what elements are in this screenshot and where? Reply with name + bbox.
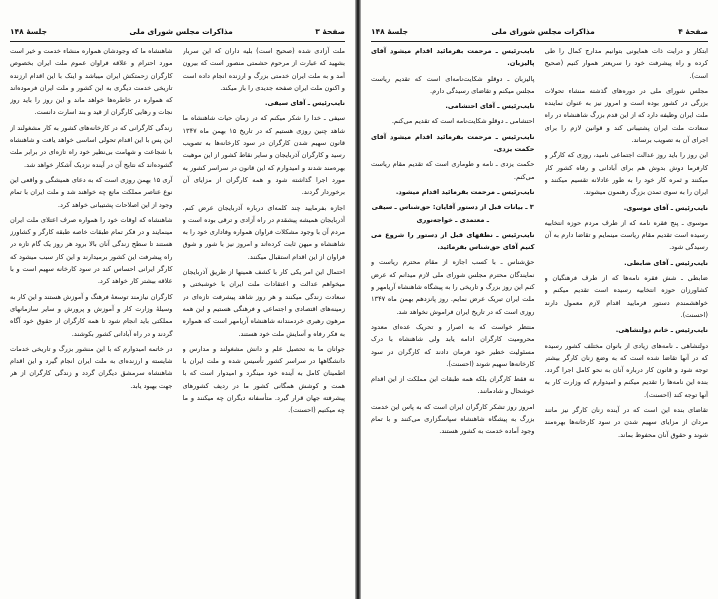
page-number: صفحهٔ ۴	[678, 27, 708, 36]
left-page-columns	[10, 45, 345, 593]
paragraph: منتظر خواست که به اصرار و تحریک عده‌ای معدود محرومیت کارگران ادامه یابد ولی شاهنشاه با درک مسئولیت خطیر خود فرمان دادند که کارگران در سود کارخانه‌ها سهیم شوند (احسنت).	[371, 322, 535, 368]
left-page-header	[10, 27, 345, 42]
paragraph: سیفی ـ خدا را شکر میکنم که در زمان حیات شاهنشاه ما شاهد چنین روزی هستیم که در تاریخ ۱۵ بهمن ماه ۱۳۴۷ قانون سهیم شدن کارگران در سود کارخانه‌ها به تصویب رسید و کارگران آذربایجان و سایر نقاط کشور از این موهبت بهره‌مند شدند و امیدوارم که این قانون در سراسر کشور به مورد اجرا گذاشته شود و همه کارگران از مزایای آن برخوردار گردند.	[182, 114, 345, 197]
paragraph: مجلس شورای ملی در دوره‌های گذشته منشاء تحولات بزرگی در کشور بوده است و امروز نیز به عنوان نماینده ملت ایران وظیفه دارد که از این قدم بزرگ شاهنشاه در راه سعادت ملت ایران پشتیبانی کند و قوانین لازم را برای اجرای آن به تصویب برساند.	[544, 86, 708, 145]
paragraph: آری ۱۵ بهمن روزی است که به دعای همیشگی و واقعی این نوع عناصر مملکت مانع چه خواهند شد و ملت ایران با تمام وجود از این اصلاحات پشتیبانی خواهد کرد.	[10, 175, 173, 209]
paragraph: اجازه بفرمایید چند کلمه‌ای درباره آذربایجان عرض کنم. آذربایجان همیشه پیشقدم در راه آزادی و ترقی بوده است و مردم آن با وجود مشکلات فراوان همواره وفاداری خود را به شاهنشاه و میهن ثابت کرده‌اند و امروز نیز با شور و شوق فراوان از این اقدام استقبال میکنند.	[182, 203, 345, 261]
text-column	[545, 45, 709, 593]
right-page-header	[371, 27, 708, 42]
paragraph: پالیزبان ـ دوقلو شکایت‌نامه‌ای است که تقدیم ریاست مجلس میکنم و تقاضای رسیدگی دارم.	[371, 74, 535, 95]
session-number: جلسهٔ ۱۴۸	[10, 27, 47, 36]
paragraph: دولتشاهی ـ نامه‌های زیادی از بانوان مختلف کشور رسیده که در آنها تقاضا شده است که به وضع زنان کارگر بیشتر توجه شود و قانون کار درباره آنان به نحو کامل اجرا گردد. بنده این نامه‌ها را تقدیم میکنم و امیدوارم که وزارت کار به آنها توجه کند (احسنت).	[544, 341, 708, 399]
paragraph: احتمال این امر یکی کار با کشف همینها از طریق آذربایجان میخواهم عدالت و اعتقادات ملت ایران با خوشبختی و سعادت زندگی میکنند و هر روز شاهد پیشرفت تازه‌ای در زمینه‌های اقتصادی و اجتماعی و فرهنگی هستیم و این همه مرهون رهبری خردمندانه شاهنشاه آریامهر است که همواره به فکر رفاه و آسایش ملت خود هستند.	[182, 268, 345, 338]
paragraph: در خاتمه امیدوارم که با این منشور بزرگ و تاریخی خدمات شایسته و ارزنده‌ای به ملت ایران انجام گیرد و این اقدام شاهنشاه سرمشق دیگران گردد و زندگی کارگران از هر جهت بهبود یابد.	[10, 344, 173, 390]
paragraph: ضابطی ـ شش فقره نامه‌ها که از طرف فرهنگیان و کشاورزان حوزه انتخابیه رسیده است تقدیم میکنم و خواهشمندم دستور فرمایید اقدام لازم معمول دارند (احسنت).	[544, 274, 708, 319]
text-column	[10, 45, 173, 593]
paragraph: تقاضای بنده این است که در آینده زنان کارگر نیز مانند مردان از مزایای سهیم شدن در سود کارخانه‌ها بهره‌مند شوند و حقوق آنان محفوظ بماند.	[544, 406, 708, 439]
left-page	[0, 0, 355, 599]
speaker-line: نایب‌رئیس ـ خانم دولتشاهی.	[615, 326, 708, 335]
paragraph: ملت آزادی شده (صحیح است) بلیه داران که این سربار بشهید که عبارت از مرحوم حشمتی منصور است که بیرون آمد و به ملت ایران خدمتی بزرگ و ارزنده انجام داده است و اکنون ملت ایران صفحه جدیدی را باز میکند.	[182, 47, 345, 92]
speaker-line: نایب‌رئیس ـ مرحمت بفرمائید اقدام میشود آقای پالیزبان.	[371, 47, 535, 68]
page-number: صفحهٔ ۳	[315, 27, 345, 36]
paragraph: موسوی ـ پنج فقره نامه که از طرف مردم حوزه انتخابیه رسیده است تقدیم مقام ریاست مینمایم و تقاضا دارم به آن رسیدگی شود.	[544, 218, 708, 252]
paragraph: جوانان ما به تحصیل علم و دانش مشغولند و مدارس و دانشگاهها در سراسر کشور تأسیس شده و ملت ایران با اطمینان کامل به آینده خود مینگرد و امیدوار است که با همت و کوشش همگانی کشور ما در ردیف کشورهای پیشرفته جهان قرار گیرد. متأسفانه دیگران چه میکنند و ما چه میکنیم (احسنت).	[182, 344, 345, 415]
paragraph: نه فقط کارگران بلکه همه طبقات این مملکت از این اقدام خوشحال و شادمانند.	[371, 375, 535, 396]
text-column	[183, 45, 346, 593]
speaker-line: نایب‌رئیس ـ آقای موسوی.	[623, 203, 708, 212]
paragraph: حکمت یزدی ـ نامه و طوماری است که تقدیم مقام ریاست می‌کنم.	[371, 160, 535, 181]
running-title: مذاکرات مجلس شورای ملی	[491, 27, 595, 36]
running-title: مذاکرات مجلس شورای ملی	[129, 27, 233, 36]
paragraph: احتشامی ـ دوقلو شکایت‌نامه است که تقدیم می‌کنم.	[391, 117, 535, 126]
section-heading: ۳ ـ بیانات قبل از دستور آقایان: حق‌شناس ـ سیفی ـ معتمدی ـ خواجه‌نوری	[371, 203, 534, 224]
paragraph: شاهنشاه ما که وجودشان همواره منشاء خدمت و خیر است مورد احترام و علاقه فراوان عموم ملت ایران بخصوص کارگران زحمتکش ایران میباشد و اینک با این اقدام ارزنده تاریخی خدمت دیگری به این کشور و ملت ایران فرموده‌اند که همواره در خاطره‌ها خواهد ماند و این روز را باید روز نجات و رهایی کارگران از قید و بند اسارت دانست.	[10, 47, 173, 117]
right-page	[361, 0, 718, 599]
speaker-line: نایب‌رئیس ـ آقای احتشامی.	[445, 102, 535, 111]
session-number: جلسهٔ ۱۴۸	[371, 27, 408, 36]
speaker-line: نایب‌رئیس ـ آقای سیفی.	[264, 99, 345, 108]
right-page-columns	[371, 45, 708, 593]
speaker-line: نایب‌رئیس ـ مرحمت بفرمائید اقدام میشود.	[395, 187, 535, 196]
paragraph: کارگران نیازمند توسعهٔ فرهنگ و آموزش هستند و این کار به وسیلهٔ وزارت کار و آموزش و پرورش و سایر سازمانهای مملکتی باید انجام شود تا همه کارگران از حقوق خود آگاه گردند و در راه آبادانی کشور بکوشند.	[10, 292, 173, 338]
paragraph: حق‌شناس ـ با کسب اجازه از مقام محترم ریاست و نمایندگان محترم مجلس شورای ملی لازم میدانم که عرض کنم این روز بزرگ و تاریخی را به پیشگاه شاهنشاه آریامهر و ملت ایران تبریک عرض نمایم. روز پانزدهم بهمن ماه ۱۳۴۷ روزی است که در تاریخ ایران فراموش نخواهد شد.	[371, 258, 535, 316]
speaker-line: نایب‌رئیس ـ نطقهای قبل از دستور را شروع می کنیم آقای حق‌شناس بفرمائید.	[371, 230, 535, 252]
paragraph: ابتکار و درایت ذات همایونی بتوانیم مدارج کمال را طی کرده و راه پیشرفت خود را سریعتر هموار کنیم (صحیح است).	[544, 47, 708, 80]
speaker-line: نایب‌رئیس ـ آقای ضابطی.	[624, 258, 708, 267]
text-column	[371, 45, 535, 593]
paragraph: امروز روز تشکر کارگران ایران است که به پاس این خدمت بزرگ به پیشگاه شاهنشاه سپاسگزاری می‌کنند و با تمام وجود آماده خدمت به کشور هستند.	[371, 402, 535, 436]
paragraph: شاهنشاه که اوقات خود را همواره صرف اعتلای ملت ایران مینمایند و در فکر تمام طبقات خاصه طبقه کارگر و کشاورز هستند تا سطح زندگی آنان بالا برود هر روز یک گام تازه در راه پیشرفت این کشور برمیدارند و این کار سبب میشود که کارگر ایرانی احساس کند در سود کارخانه سهیم است و با علاقه بیشتر کار خواهد کرد.	[10, 215, 173, 286]
paragraph: این روز را باید روز عدالت اجتماعی نامید، روزی که کارگر و کارفرما دوش بدوش هم برای آبادانی و رفاه کشور کار میکنند و ثمره کار خود را به طور عادلانه تقسیم میکنند و ایران را به سوی تمدن بزرگ رهنمون میشوند.	[544, 151, 708, 197]
paragraph: زندگی کارگرانی که در کارخانه‌های کشور به کار مشغولند از این پس با این اقدام تحولی اساسی خواهد یافت و شاهنشاه با شجاعت و شهامت بی‌نظیر خود راه تازه‌ای در برابر ملت گشوده‌اند که نتایج آن در آینده نزدیک آشکار خواهد شد.	[10, 123, 173, 169]
speaker-line: نایب‌رئیس ـ مرحمت بفرمائید اقدام میشود آقای حکمت یزدی.	[371, 132, 535, 154]
